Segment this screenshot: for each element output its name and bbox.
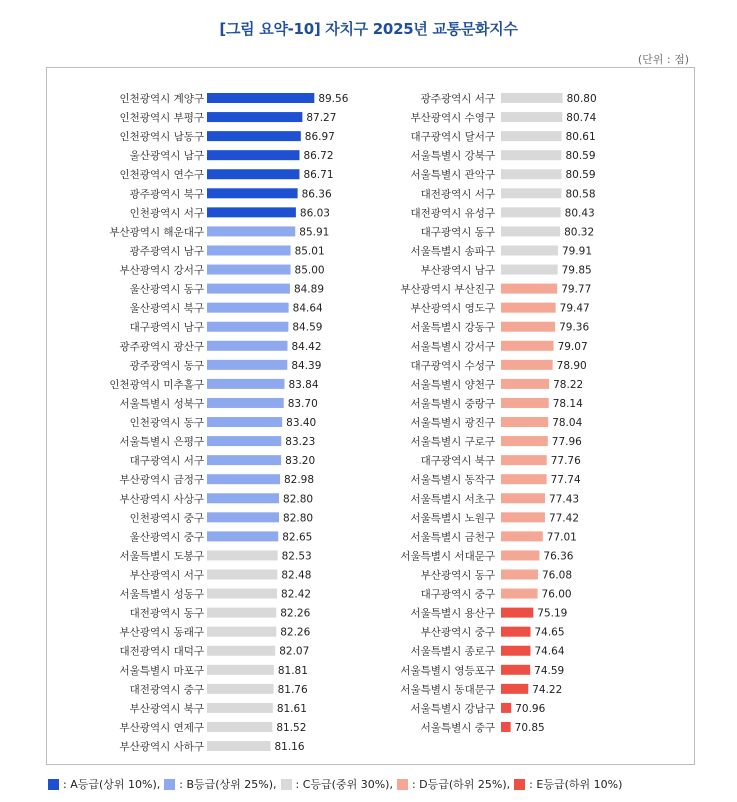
legend-label: : B등급(상위 25%), — [179, 778, 277, 791]
legend-swatch — [281, 779, 292, 790]
value-label: 76.00 — [541, 588, 572, 601]
category-label: 부산광역시 해운대구 — [109, 226, 204, 239]
category-label: 서울특별시 마포구 — [119, 664, 204, 677]
category-label: 울산광역시 동구 — [129, 283, 204, 296]
value-label: 82.65 — [282, 531, 313, 544]
bar — [207, 360, 287, 370]
legend-item-d — [397, 776, 510, 792]
category-label: 부산광역시 수영구 — [410, 112, 495, 125]
bar — [207, 550, 278, 560]
bar — [207, 455, 281, 465]
value-label: 86.71 — [303, 169, 334, 182]
bar — [207, 703, 273, 713]
category-label: 서울특별시 서초구 — [410, 493, 495, 506]
bar — [207, 207, 296, 217]
category-label: 서울특별시 양천구 — [410, 378, 495, 391]
bar — [501, 493, 545, 503]
value-label: 80.58 — [565, 188, 596, 201]
value-label: 83.20 — [285, 455, 316, 468]
value-label: 82.48 — [281, 569, 312, 582]
category-label: 서울특별시 용산구 — [410, 607, 495, 620]
bar — [501, 512, 545, 522]
category-label: 부산광역시 영도구 — [410, 302, 495, 315]
value-label: 80.61 — [565, 131, 596, 144]
category-label: 인천광역시 부평구 — [119, 112, 204, 125]
bar — [207, 493, 279, 503]
bar — [501, 589, 538, 599]
value-label: 84.59 — [292, 321, 323, 334]
bar — [501, 684, 528, 694]
category-label: 서울특별시 구로구 — [410, 436, 495, 449]
category-label: 서울특별시 강북구 — [410, 150, 495, 163]
bar — [207, 398, 284, 408]
bar — [207, 684, 274, 694]
category-label: 서울특별시 강서구 — [410, 340, 495, 353]
value-label: 81.61 — [276, 702, 307, 715]
legend-label: : E등급(하위 10%) — [529, 778, 623, 791]
legend-swatch — [48, 779, 59, 790]
bar — [501, 608, 533, 618]
value-label: 76.08 — [541, 569, 573, 582]
legend-swatch — [164, 779, 175, 790]
category-label: 울산광역시 북구 — [129, 302, 204, 315]
value-label: 70.96 — [515, 702, 546, 715]
category-label: 부산광역시 동구 — [420, 569, 495, 582]
category-label: 서울특별시 강남구 — [410, 702, 495, 715]
bar — [207, 531, 278, 541]
category-label: 부산광역시 연제구 — [119, 721, 204, 734]
category-label: 부산광역시 사하구 — [119, 741, 204, 754]
bar — [207, 150, 299, 160]
value-label: 80.74 — [566, 112, 597, 125]
bar — [501, 341, 554, 351]
bar — [501, 303, 556, 313]
unit-label: (단위 : 점) — [637, 53, 689, 66]
category-label: 인천광역시 남동구 — [119, 131, 204, 144]
bar — [501, 550, 539, 560]
bar — [207, 512, 279, 522]
legend-label: : C등급(중위 30%), — [295, 778, 393, 791]
category-label: 광주광역시 광산구 — [119, 340, 204, 353]
bar — [501, 360, 553, 370]
category-label: 서울특별시 동대문구 — [400, 683, 495, 696]
bar — [207, 341, 287, 351]
bar — [501, 665, 530, 675]
category-label: 광주광역시 서구 — [420, 93, 495, 105]
value-label: 80.43 — [564, 207, 595, 220]
value-label: 81.16 — [274, 741, 305, 754]
bar — [501, 226, 560, 236]
bar — [207, 570, 277, 580]
bar — [207, 379, 284, 389]
value-label: 77.74 — [550, 474, 581, 487]
bar — [207, 646, 275, 656]
bar — [501, 112, 562, 122]
value-label: 86.72 — [303, 150, 334, 163]
bar — [207, 627, 276, 637]
bar — [501, 150, 561, 160]
value-label: 79.91 — [561, 245, 593, 258]
category-label: 울산광역시 중구 — [129, 531, 204, 544]
bar — [501, 570, 538, 580]
bar — [207, 303, 289, 313]
value-label: 82.07 — [279, 645, 310, 658]
category-label: 광주광역시 남구 — [129, 245, 204, 258]
category-label: 서울특별시 서대문구 — [400, 550, 495, 563]
value-label: 83.84 — [288, 378, 319, 391]
category-label: 서울특별시 종로구 — [410, 645, 495, 658]
value-label: 79.36 — [559, 321, 590, 334]
bar — [207, 665, 274, 675]
category-label: 대구광역시 남구 — [129, 321, 204, 334]
bar — [207, 188, 298, 198]
value-label: 81.52 — [276, 721, 307, 734]
value-label: 77.01 — [546, 531, 577, 544]
category-label: 서울특별시 성동구 — [119, 588, 204, 601]
category-label: 대구광역시 동구 — [420, 226, 495, 239]
value-label: 79.85 — [561, 264, 592, 277]
value-label: 83.23 — [285, 436, 316, 449]
value-label: 84.39 — [291, 359, 322, 372]
bar — [207, 741, 270, 751]
bar — [207, 608, 276, 618]
legend-swatch — [514, 779, 525, 790]
category-label: 서울특별시 동작구 — [410, 474, 495, 487]
category-label: 서울특별시 강동구 — [410, 321, 495, 334]
bar — [207, 284, 290, 294]
bar — [207, 226, 295, 236]
bar — [501, 398, 549, 408]
bar — [501, 417, 548, 427]
category-label: 대전광역시 대덕구 — [119, 645, 204, 658]
value-label: 70.85 — [514, 721, 545, 734]
bar — [501, 284, 557, 294]
category-label: 부산광역시 사상구 — [119, 493, 204, 506]
bar — [501, 169, 561, 179]
value-label: 74.64 — [534, 645, 565, 658]
value-label: 84.42 — [291, 340, 322, 353]
value-label: 82.42 — [281, 588, 312, 601]
value-label: 78.14 — [552, 397, 583, 410]
legend-item-e — [514, 776, 622, 792]
value-label: 82.26 — [280, 626, 311, 639]
bar — [207, 265, 291, 275]
value-label: 79.47 — [559, 302, 590, 315]
value-label: 82.80 — [283, 493, 314, 506]
category-label: 부산광역시 중구 — [420, 626, 495, 639]
value-label: 75.19 — [537, 607, 568, 620]
value-label: 78.22 — [553, 378, 584, 391]
value-label: 85.91 — [299, 226, 330, 239]
bar — [501, 531, 543, 541]
bar — [501, 265, 558, 275]
value-label: 77.42 — [548, 512, 580, 525]
category-label: 서울특별시 노원구 — [410, 512, 495, 525]
bar — [501, 474, 547, 484]
category-label: 대전광역시 서구 — [420, 188, 495, 201]
category-label: 인천광역시 미추홀구 — [109, 378, 204, 391]
bar — [501, 131, 562, 141]
category-label: 부산광역시 동래구 — [119, 626, 204, 639]
category-label: 대구광역시 서구 — [129, 455, 204, 468]
category-label: 인천광역시 연수구 — [119, 169, 204, 182]
bar — [501, 436, 548, 446]
category-label: 인천광역시 동구 — [129, 417, 204, 430]
bar — [207, 169, 299, 179]
category-label: 서울특별시 관악구 — [410, 169, 495, 182]
chart-title: [그림 요약-10] 자치구 2025년 교통문화지수 — [219, 20, 518, 38]
value-label: 82.98 — [283, 474, 315, 487]
value-label: 78.04 — [552, 417, 583, 430]
value-label: 85.00 — [294, 264, 325, 277]
category-label: 울산광역시 남구 — [129, 150, 204, 163]
category-label: 서울특별시 영등포구 — [400, 664, 495, 677]
bar — [501, 207, 561, 217]
value-label: 80.59 — [565, 169, 596, 182]
bar — [501, 245, 558, 255]
value-label: 86.03 — [299, 207, 330, 220]
value-label: 84.64 — [292, 302, 323, 315]
legend-item-c — [281, 776, 393, 792]
category-label: 대전광역시 중구 — [129, 683, 204, 696]
bar — [207, 245, 291, 255]
value-label: 79.07 — [557, 340, 588, 353]
category-label: 대전광역시 동구 — [129, 607, 204, 620]
category-label: 부산광역시 북구 — [129, 702, 204, 715]
category-label: 인천광역시 서구 — [129, 207, 204, 220]
bar — [501, 379, 549, 389]
category-label: 서울특별시 중랑구 — [410, 397, 495, 410]
category-label: 대구광역시 중구 — [420, 588, 495, 601]
category-label: 서울특별시 성북구 — [119, 397, 204, 410]
category-label: 인천광역시 계양구 — [119, 93, 204, 105]
bar — [207, 417, 282, 427]
category-label: 부산광역시 금정구 — [119, 474, 204, 487]
value-label: 81.81 — [277, 664, 308, 677]
legend-label: : A등급(상위 10%), — [63, 778, 161, 791]
bar — [501, 93, 563, 103]
category-label: 서울특별시 중구 — [420, 721, 495, 734]
category-label: 서울특별시 광진구 — [410, 417, 495, 430]
value-label: 84.89 — [293, 283, 325, 296]
value-label: 86.36 — [301, 188, 332, 201]
value-label: 81.76 — [277, 683, 308, 696]
legend — [48, 776, 626, 792]
bar — [207, 93, 314, 103]
bar — [501, 455, 547, 465]
bar — [501, 703, 511, 713]
category-label: 부산광역시 강서구 — [119, 264, 204, 277]
category-label: 광주광역시 동구 — [129, 359, 204, 372]
bar — [501, 646, 530, 656]
bar — [207, 322, 288, 332]
bar — [501, 722, 511, 732]
category-label: 인천광역시 중구 — [129, 512, 204, 525]
bar — [207, 722, 272, 732]
value-label: 85.01 — [294, 245, 325, 258]
bar — [501, 188, 561, 198]
bar — [207, 589, 277, 599]
value-label: 82.53 — [281, 550, 312, 563]
category-label: 대전광역시 유성구 — [410, 207, 495, 220]
value-label: 74.65 — [534, 626, 565, 639]
value-label: 86.97 — [304, 131, 335, 144]
value-label: 74.59 — [534, 664, 565, 677]
category-label: 대구광역시 북구 — [420, 455, 495, 468]
value-label: 74.22 — [532, 683, 563, 696]
category-label: 부산광역시 남구 — [420, 264, 495, 277]
bar — [501, 322, 555, 332]
value-label: 76.36 — [543, 550, 574, 563]
bar — [501, 627, 530, 637]
category-label: 서울특별시 도봉구 — [119, 550, 204, 563]
category-label: 서울특별시 금천구 — [410, 531, 495, 544]
value-label: 80.32 — [564, 226, 595, 239]
bar — [207, 474, 280, 484]
value-label: 77.76 — [550, 455, 581, 468]
value-label: 83.70 — [287, 397, 318, 410]
legend-label: : D등급(하위 25%), — [411, 778, 511, 791]
category-label: 서울특별시 송파구 — [410, 245, 495, 258]
legend-swatch — [397, 779, 408, 790]
value-label: 80.80 — [566, 93, 597, 105]
category-label: 대구광역시 달서구 — [410, 131, 495, 144]
category-label: 광주광역시 북구 — [129, 188, 204, 201]
bar — [207, 436, 281, 446]
value-label: 83.40 — [286, 417, 317, 430]
legend-item-b — [164, 776, 276, 792]
bar — [207, 112, 302, 122]
category-label: 대구광역시 수성구 — [410, 359, 495, 372]
value-label: 89.56 — [318, 93, 349, 105]
value-label: 78.90 — [556, 359, 587, 372]
value-label: 79.77 — [561, 283, 592, 296]
value-label: 77.43 — [549, 493, 580, 506]
value-label: 82.80 — [283, 512, 314, 525]
value-label: 87.27 — [306, 112, 337, 125]
category-label: 부산광역시 서구 — [129, 569, 204, 582]
value-label: 77.96 — [551, 436, 582, 449]
value-label: 80.59 — [565, 150, 596, 163]
category-label: 부산광역시 부산진구 — [400, 283, 495, 296]
bar — [207, 131, 301, 141]
category-label: 서울특별시 은평구 — [119, 436, 204, 449]
value-label: 82.26 — [280, 607, 311, 620]
legend-item-a — [48, 776, 160, 792]
